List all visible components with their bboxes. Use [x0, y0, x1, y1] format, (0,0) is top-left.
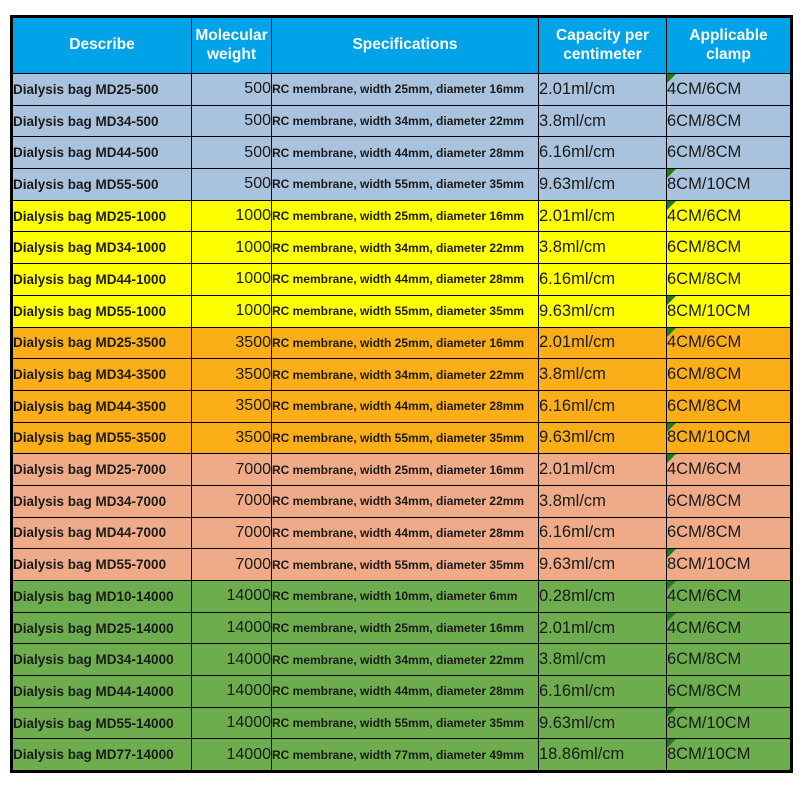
- spec-cell: [272, 327, 539, 359]
- spec-cell-text: RC membrane, width 55mm, diameter 35mm: [272, 557, 525, 572]
- clamp-cell: [667, 644, 792, 676]
- capacity-cell: [539, 422, 667, 454]
- spec-cell-text: RC membrane, width 34mm, diameter 22mm: [272, 114, 525, 129]
- capacity-cell: [539, 612, 667, 644]
- clamp-cell-text: 6CM/8CM: [667, 681, 742, 700]
- clamp-cell-text: 8CM/10CM: [667, 713, 751, 732]
- clamp-cell-text: 6CM/8CM: [667, 650, 742, 669]
- capacity-cell-text: 2.01ml/cm: [539, 460, 616, 479]
- weight-cell-text: 1000: [235, 207, 271, 225]
- clamp-cell: [667, 517, 792, 549]
- weight-cell-text: 500: [244, 175, 271, 193]
- table-row: [12, 454, 792, 486]
- spec-cell: [272, 644, 539, 676]
- capacity-cell: [539, 359, 667, 391]
- weight-cell-text: 14000: [226, 650, 271, 668]
- spec-cell-text: RC membrane, width 44mm, diameter 28mm: [272, 684, 525, 699]
- table-header: [12, 17, 792, 74]
- spec-cell-text: RC membrane, width 25mm, diameter 16mm: [272, 335, 525, 350]
- table-row: [12, 644, 792, 676]
- clamp-cell-text: 6CM/8CM: [667, 269, 742, 288]
- describe-cell-text: Dialysis bag MD34-7000: [13, 493, 167, 509]
- capacity-cell-text: 6.16ml/cm: [539, 523, 616, 542]
- spec-cell-text: RC membrane, width 34mm, diameter 22mm: [272, 494, 525, 509]
- describe-cell: [12, 485, 192, 517]
- clamp-cell-text: 4CM/6CM: [667, 618, 742, 637]
- spec-cell-text: RC membrane, width 25mm, diameter 16mm: [272, 82, 525, 97]
- spec-cell: [272, 422, 539, 454]
- spec-cell-text: RC membrane, width 25mm, diameter 16mm: [272, 209, 525, 224]
- describe-cell-text: Dialysis bag MD55-500: [13, 176, 159, 192]
- cell-corner-flag-icon: [667, 201, 676, 210]
- clamp-cell: [667, 137, 792, 169]
- table-row: [12, 549, 792, 581]
- capacity-cell-text: 3.8ml/cm: [539, 650, 606, 669]
- spec-cell-text: RC membrane, width 10mm, diameter 6mm: [272, 589, 518, 604]
- table-row: [12, 232, 792, 264]
- spec-cell-text: RC membrane, width 77mm, diameter 49mm: [272, 747, 525, 762]
- capacity-cell: [539, 137, 667, 169]
- clamp-cell-text: 6CM/8CM: [667, 523, 742, 542]
- cell-corner-flag-icon: [667, 708, 676, 717]
- weight-cell: [192, 74, 272, 106]
- describe-cell-text: Dialysis bag MD44-500: [13, 145, 159, 161]
- capacity-cell-text: 6.16ml/cm: [539, 396, 616, 415]
- describe-cell-text: Dialysis bag MD34-1000: [13, 240, 167, 256]
- describe-cell-text: Dialysis bag MD44-3500: [13, 398, 167, 414]
- describe-cell-text: Dialysis bag MD25-3500: [13, 335, 167, 351]
- table-row: [12, 137, 792, 169]
- weight-cell: [192, 549, 272, 581]
- capacity-cell: [539, 264, 667, 296]
- capacity-cell-text: 9.63ml/cm: [539, 428, 616, 447]
- clamp-cell-text: 4CM/6CM: [667, 79, 742, 98]
- describe-cell-text: Dialysis bag MD55-3500: [13, 430, 167, 446]
- cell-corner-flag-icon: [667, 169, 676, 178]
- cell-corner-flag-icon: [667, 454, 676, 463]
- weight-cell: [192, 517, 272, 549]
- spec-cell-text: RC membrane, width 25mm, diameter 16mm: [272, 621, 525, 636]
- describe-cell: [12, 707, 192, 739]
- weight-cell-text: 3500: [235, 397, 271, 415]
- weight-cell-text: 1000: [235, 270, 271, 288]
- capacity-cell-text: 0.28ml/cm: [539, 586, 616, 605]
- weight-cell: [192, 422, 272, 454]
- weight-cell: [192, 264, 272, 296]
- describe-cell-text: Dialysis bag MD34-3500: [13, 367, 167, 383]
- spec-cell-text: RC membrane, width 44mm, diameter 28mm: [272, 399, 525, 414]
- header-specifications: Specifications: [272, 17, 539, 74]
- capacity-cell: [539, 581, 667, 613]
- clamp-cell-text: 8CM/10CM: [667, 301, 751, 320]
- clamp-cell-text: 8CM/10CM: [667, 428, 751, 447]
- spec-cell: [272, 549, 539, 581]
- capacity-cell: [539, 517, 667, 549]
- clamp-cell: [667, 390, 792, 422]
- capacity-cell: [539, 105, 667, 137]
- table-row: [12, 707, 792, 739]
- spec-cell: [272, 105, 539, 137]
- describe-cell-text: Dialysis bag MD44-7000: [13, 525, 167, 541]
- describe-cell-text: Dialysis bag MD77-14000: [13, 747, 174, 763]
- describe-cell: [12, 676, 192, 708]
- clamp-cell: [667, 264, 792, 296]
- table-row: [12, 485, 792, 517]
- capacity-cell-text: 2.01ml/cm: [539, 206, 616, 225]
- capacity-cell: [539, 644, 667, 676]
- capacity-cell: [539, 485, 667, 517]
- clamp-cell: [667, 676, 792, 708]
- clamp-cell-text: 6CM/8CM: [667, 491, 742, 510]
- table-row: [12, 422, 792, 454]
- weight-cell-text: 500: [244, 80, 271, 98]
- spec-cell-text: RC membrane, width 44mm, diameter 28mm: [272, 525, 525, 540]
- weight-cell-text: 7000: [235, 460, 271, 478]
- describe-cell: [12, 581, 192, 613]
- capacity-cell: [539, 390, 667, 422]
- describe-cell: [12, 739, 192, 772]
- capacity-cell: [539, 676, 667, 708]
- clamp-cell-text: 6CM/8CM: [667, 396, 742, 415]
- capacity-cell: [539, 707, 667, 739]
- spec-cell-text: RC membrane, width 44mm, diameter 28mm: [272, 272, 525, 287]
- weight-cell: [192, 105, 272, 137]
- capacity-cell: [539, 327, 667, 359]
- describe-cell: [12, 200, 192, 232]
- clamp-cell: [667, 359, 792, 391]
- spec-cell: [272, 676, 539, 708]
- describe-cell: [12, 359, 192, 391]
- cell-corner-flag-icon: [667, 423, 676, 432]
- weight-cell-text: 7000: [235, 555, 271, 573]
- table-row: [12, 676, 792, 708]
- table-row: [12, 264, 792, 296]
- cell-corner-flag-icon: [667, 328, 676, 337]
- weight-cell: [192, 707, 272, 739]
- capacity-cell-text: 9.63ml/cm: [539, 174, 616, 193]
- clamp-cell: [667, 169, 792, 201]
- header-molecular-weight: Molecular weight: [192, 17, 272, 74]
- spec-cell: [272, 454, 539, 486]
- clamp-cell: [667, 422, 792, 454]
- spec-cell: [272, 581, 539, 613]
- weight-cell-text: 14000: [226, 714, 271, 732]
- capacity-cell: [539, 232, 667, 264]
- clamp-cell-text: 4CM/6CM: [667, 206, 742, 225]
- table-row: [12, 105, 792, 137]
- capacity-cell-text: 9.63ml/cm: [539, 555, 616, 574]
- weight-cell: [192, 454, 272, 486]
- weight-cell-text: 500: [244, 143, 271, 161]
- weight-cell: [192, 200, 272, 232]
- capacity-cell-text: 6.16ml/cm: [539, 681, 616, 700]
- describe-cell-text: Dialysis bag MD25-14000: [13, 620, 174, 636]
- table-row: [12, 739, 792, 772]
- clamp-cell: [667, 549, 792, 581]
- weight-cell: [192, 169, 272, 201]
- weight-cell: [192, 295, 272, 327]
- describe-cell: [12, 390, 192, 422]
- capacity-cell-text: 6.16ml/cm: [539, 143, 616, 162]
- spec-cell-text: RC membrane, width 34mm, diameter 22mm: [272, 367, 525, 382]
- capacity-cell: [539, 549, 667, 581]
- spec-cell: [272, 612, 539, 644]
- table-row: [12, 612, 792, 644]
- clamp-cell-text: 4CM/6CM: [667, 586, 742, 605]
- table-row: [12, 327, 792, 359]
- describe-cell-text: Dialysis bag MD25-1000: [13, 208, 167, 224]
- table-row: [12, 295, 792, 327]
- clamp-cell-text: 6CM/8CM: [667, 238, 742, 257]
- spec-table-container: [10, 15, 793, 773]
- weight-cell-text: 14000: [226, 682, 271, 700]
- table-row: [12, 169, 792, 201]
- capacity-cell-text: 18.86ml/cm: [539, 745, 625, 764]
- table-row: [12, 581, 792, 613]
- clamp-cell: [667, 612, 792, 644]
- describe-cell: [12, 422, 192, 454]
- describe-cell: [12, 327, 192, 359]
- spec-cell-text: RC membrane, width 55mm, diameter 35mm: [272, 177, 525, 192]
- capacity-cell: [539, 74, 667, 106]
- describe-cell: [12, 517, 192, 549]
- clamp-cell: [667, 232, 792, 264]
- capacity-cell: [539, 169, 667, 201]
- table-body: [12, 74, 792, 772]
- weight-cell-text: 500: [244, 112, 271, 130]
- clamp-cell-text: 6CM/8CM: [667, 143, 742, 162]
- weight-cell: [192, 327, 272, 359]
- spec-cell: [272, 739, 539, 772]
- describe-cell: [12, 264, 192, 296]
- clamp-cell: [667, 295, 792, 327]
- clamp-cell-text: 4CM/6CM: [667, 333, 742, 352]
- describe-cell-text: Dialysis bag MD10-14000: [13, 588, 174, 604]
- weight-cell-text: 7000: [235, 523, 271, 541]
- spec-cell: [272, 517, 539, 549]
- describe-cell: [12, 295, 192, 327]
- clamp-cell-text: 8CM/10CM: [667, 555, 751, 574]
- weight-cell-text: 1000: [235, 302, 271, 320]
- cell-corner-flag-icon: [667, 296, 676, 305]
- spec-cell: [272, 200, 539, 232]
- capacity-cell: [539, 200, 667, 232]
- weight-cell: [192, 612, 272, 644]
- describe-cell: [12, 454, 192, 486]
- spec-cell: [272, 169, 539, 201]
- table-row: [12, 517, 792, 549]
- describe-cell-text: Dialysis bag MD25-500: [13, 81, 159, 97]
- header-capacity: Capacity per centimeter: [539, 17, 667, 74]
- capacity-cell-text: 2.01ml/cm: [539, 333, 616, 352]
- capacity-cell-text: 6.16ml/cm: [539, 269, 616, 288]
- capacity-cell-text: 2.01ml/cm: [539, 79, 616, 98]
- capacity-cell: [539, 739, 667, 772]
- spec-cell: [272, 232, 539, 264]
- spec-cell: [272, 137, 539, 169]
- cell-corner-flag-icon: [667, 74, 676, 83]
- table-row: [12, 390, 792, 422]
- weight-cell: [192, 390, 272, 422]
- clamp-cell: [667, 707, 792, 739]
- clamp-cell: [667, 739, 792, 772]
- weight-cell-text: 3500: [235, 365, 271, 383]
- weight-cell-text: 14000: [226, 619, 271, 637]
- describe-cell-text: Dialysis bag MD55-1000: [13, 303, 167, 319]
- weight-cell: [192, 485, 272, 517]
- capacity-cell-text: 3.8ml/cm: [539, 365, 606, 384]
- describe-cell: [12, 105, 192, 137]
- describe-cell-text: Dialysis bag MD25-7000: [13, 462, 167, 478]
- clamp-cell: [667, 454, 792, 486]
- weight-cell: [192, 739, 272, 772]
- describe-cell-text: Dialysis bag MD55-14000: [13, 715, 174, 731]
- weight-cell-text: 1000: [235, 238, 271, 256]
- clamp-cell: [667, 200, 792, 232]
- spec-cell-text: RC membrane, width 55mm, diameter 35mm: [272, 430, 525, 445]
- weight-cell: [192, 581, 272, 613]
- clamp-cell: [667, 485, 792, 517]
- table-row: [12, 74, 792, 106]
- describe-cell-text: Dialysis bag MD55-7000: [13, 557, 167, 573]
- describe-cell-text: Dialysis bag MD44-14000: [13, 683, 174, 699]
- clamp-cell-text: 8CM/10CM: [667, 174, 751, 193]
- capacity-cell: [539, 454, 667, 486]
- header-row: [12, 17, 792, 74]
- describe-cell: [12, 232, 192, 264]
- describe-cell: [12, 612, 192, 644]
- describe-cell-text: Dialysis bag MD44-1000: [13, 271, 167, 287]
- describe-cell: [12, 549, 192, 581]
- weight-cell: [192, 359, 272, 391]
- spec-cell-text: RC membrane, width 55mm, diameter 35mm: [272, 304, 525, 319]
- describe-cell: [12, 137, 192, 169]
- clamp-cell: [667, 581, 792, 613]
- spec-cell-text: RC membrane, width 34mm, diameter 22mm: [272, 652, 525, 667]
- clamp-cell: [667, 105, 792, 137]
- describe-cell-text: Dialysis bag MD34-14000: [13, 652, 174, 668]
- clamp-cell-text: 6CM/8CM: [667, 111, 742, 130]
- clamp-cell-text: 4CM/6CM: [667, 460, 742, 479]
- weight-cell: [192, 232, 272, 264]
- weight-cell: [192, 137, 272, 169]
- weight-cell-text: 14000: [226, 745, 271, 763]
- capacity-cell-text: 9.63ml/cm: [539, 713, 616, 732]
- weight-cell-text: 3500: [235, 333, 271, 351]
- clamp-cell-text: 6CM/8CM: [667, 365, 742, 384]
- capacity-cell-text: 3.8ml/cm: [539, 491, 606, 510]
- spec-cell-text: RC membrane, width 25mm, diameter 16mm: [272, 462, 525, 477]
- spec-cell-text: RC membrane, width 44mm, diameter 28mm: [272, 145, 525, 160]
- header-clamp: Applicable clamp: [667, 17, 792, 74]
- weight-cell: [192, 676, 272, 708]
- cell-corner-flag-icon: [667, 739, 676, 748]
- cell-corner-flag-icon: [667, 581, 676, 590]
- capacity-cell: [539, 295, 667, 327]
- clamp-cell-text: 8CM/10CM: [667, 745, 751, 764]
- capacity-cell-text: 3.8ml/cm: [539, 111, 606, 130]
- describe-cell: [12, 74, 192, 106]
- spec-cell-text: RC membrane, width 34mm, diameter 22mm: [272, 240, 525, 255]
- describe-cell: [12, 644, 192, 676]
- weight-cell-text: 7000: [235, 492, 271, 510]
- capacity-cell-text: 3.8ml/cm: [539, 238, 606, 257]
- table-row: [12, 359, 792, 391]
- header-describe: Describe: [12, 17, 192, 74]
- spec-cell: [272, 707, 539, 739]
- spec-cell: [272, 485, 539, 517]
- cell-corner-flag-icon: [667, 613, 676, 622]
- spec-cell: [272, 264, 539, 296]
- spec-cell: [272, 74, 539, 106]
- spec-cell: [272, 295, 539, 327]
- describe-cell: [12, 169, 192, 201]
- spec-cell: [272, 359, 539, 391]
- describe-cell-text: Dialysis bag MD34-500: [13, 113, 159, 129]
- spec-cell-text: RC membrane, width 55mm, diameter 35mm: [272, 716, 525, 731]
- dialysis-bag-spec-table: [10, 15, 793, 773]
- clamp-cell: [667, 74, 792, 106]
- weight-cell-text: 3500: [235, 428, 271, 446]
- cell-corner-flag-icon: [667, 549, 676, 558]
- weight-cell-text: 14000: [226, 587, 271, 605]
- capacity-cell-text: 2.01ml/cm: [539, 618, 616, 637]
- spec-cell: [272, 390, 539, 422]
- capacity-cell-text: 9.63ml/cm: [539, 301, 616, 320]
- weight-cell: [192, 644, 272, 676]
- clamp-cell: [667, 327, 792, 359]
- table-row: [12, 200, 792, 232]
